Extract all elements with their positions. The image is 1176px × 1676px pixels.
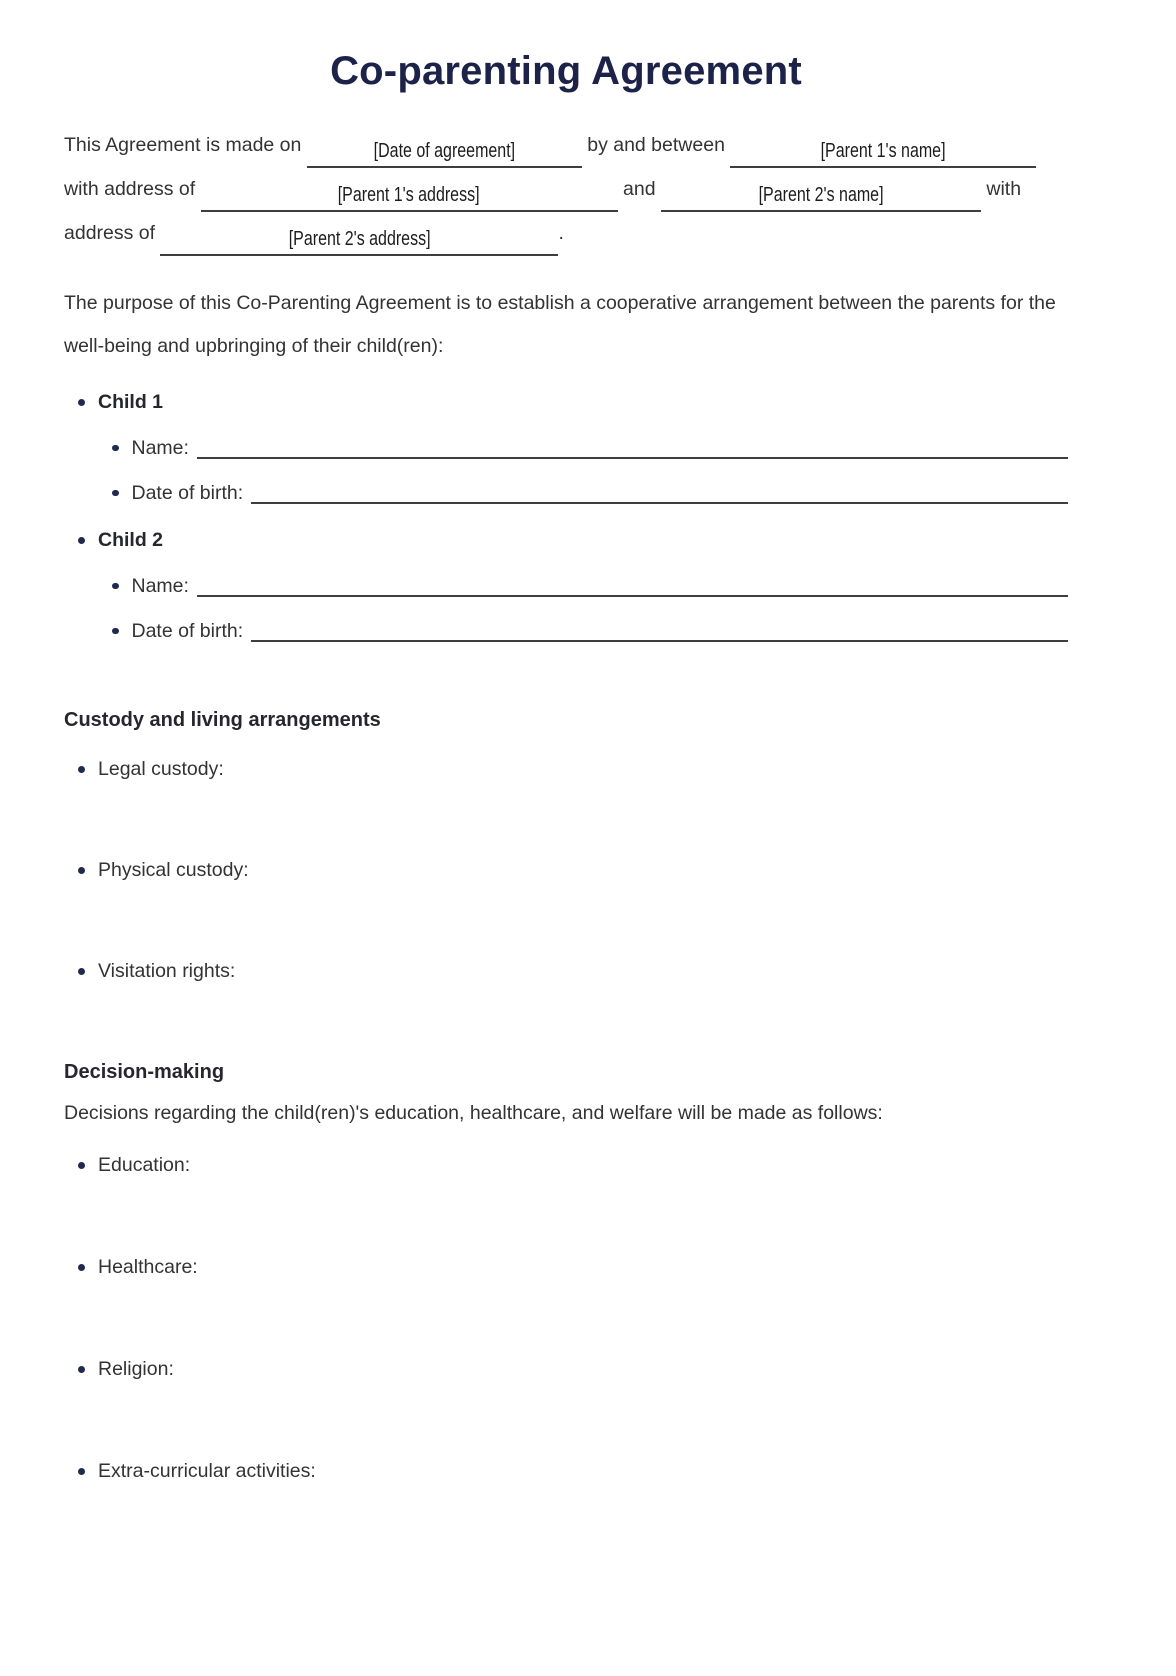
bullet-icon [78,766,85,773]
parent1-name-blank[interactable] [730,141,1036,168]
physical-custody-row [78,858,1068,882]
child-1-fields [112,436,1068,505]
custody-heading: Custody and living arrangements [64,709,381,731]
child-2-fields [112,574,1068,643]
custody-list [64,757,1068,983]
visitation-rights-label: Visitation rights: [98,959,236,982]
custody-section [64,708,1068,983]
legal-custody-item [78,757,1068,781]
bullet-icon [112,445,119,452]
child-2-label: Child 2 [98,528,164,551]
legal-custody-row [78,757,1068,781]
decision-making-intro: Decisions regarding the child(ren)'s education, healthcare, and welfare will be made as follows: [64,1102,883,1124]
intro-text-1: This Agreement is made on [64,134,302,156]
child-1-name-field-line[interactable] [197,436,1068,459]
child-2-name-row [112,574,1068,598]
decision-making-heading: Decision-making [64,1061,225,1083]
parent1-address-blank[interactable] [201,185,618,212]
child-1-item [78,390,1068,505]
child-2-name-label: Name: [131,574,189,597]
intro-text-3: with address of [64,178,196,200]
child-1-name-label: Name: [131,436,189,459]
bullet-icon [78,867,85,874]
religion-label: Religion: [98,1357,174,1380]
children-list [64,390,1068,643]
purpose-paragraph: The purpose of this Co-Parenting Agreement is to establish a cooperative arrangement between the parents for the well-being and upbringing of their child(ren): [64,292,1056,357]
education-item [78,1153,1068,1177]
child-1-name-item [112,436,1068,460]
visitation-rights-item [78,959,1068,983]
bullet-icon [78,1264,85,1271]
intro-text-5: with [986,178,1022,200]
child-2-heading-row [78,528,1068,552]
child-1-label: Child 1 [98,390,164,413]
child-1-dob-row [112,481,1068,505]
bullet-icon [78,968,85,975]
intro-line-3 [64,212,1068,256]
page-title: Co-parenting Agreement [330,49,802,93]
child-1-dob-label: Date of birth: [131,481,244,504]
date-of-agreement-placeholder: [Date of agreement] [373,140,516,162]
religion-item [78,1357,1068,1381]
child-1-dob-field-line[interactable] [251,481,1068,504]
parent2-name-placeholder: [Parent 2's name] [758,184,884,206]
physical-custody-label: Physical custody: [98,858,249,881]
child-1-dob-item [112,481,1068,505]
child-2-item [78,528,1068,643]
bullet-icon [78,1162,85,1169]
bullet-icon [78,399,85,406]
education-label: Education: [98,1153,191,1176]
bullet-icon [78,1468,85,1475]
education-row [78,1153,1068,1177]
intro-text-6: address of [64,222,156,244]
intro-line-1 [64,124,1068,168]
parent1-address-placeholder: [Parent 1's address] [338,184,480,206]
child-2-dob-field-line[interactable] [251,619,1068,642]
child-2-name-item [112,574,1068,598]
religion-row [78,1357,1068,1381]
healthcare-label: Healthcare: [98,1255,198,1278]
child-1-heading-row [78,390,1068,414]
extracurricular-row [78,1459,1068,1483]
parent1-name-placeholder: [Parent 1's name] [820,140,946,162]
child-2-dob-label: Date of birth: [131,619,244,642]
bullet-icon [78,1366,85,1373]
bullet-icon [112,583,119,590]
parent2-name-blank[interactable] [661,185,981,212]
child-2-dob-item [112,619,1068,643]
bullet-icon [112,628,119,635]
intro-text-period: . [558,222,564,244]
intro-text-2: by and between [587,134,725,156]
extracurricular-item [78,1459,1068,1483]
healthcare-row [78,1255,1068,1279]
extracurricular-label: Extra-curricular activities: [98,1459,316,1482]
child-1-name-row [112,436,1068,460]
intro-text-4: and [623,178,656,200]
physical-custody-item [78,858,1068,882]
intro-line-2 [64,168,1068,212]
date-of-agreement-blank[interactable] [307,141,582,168]
document-page [0,46,1176,1676]
parent2-address-placeholder: [Parent 2's address] [288,228,431,250]
decision-list [64,1153,1068,1483]
child-2-name-field-line[interactable] [197,574,1068,597]
child-2-dob-row [112,619,1068,643]
parent2-address-blank[interactable] [160,229,558,256]
visitation-rights-row [78,959,1068,983]
bullet-icon [78,537,85,544]
legal-custody-label: Legal custody: [98,757,224,780]
bullet-icon [112,490,119,497]
intro-paragraph [64,124,1068,256]
decision-making-section [64,1060,1068,1483]
healthcare-item [78,1255,1068,1279]
